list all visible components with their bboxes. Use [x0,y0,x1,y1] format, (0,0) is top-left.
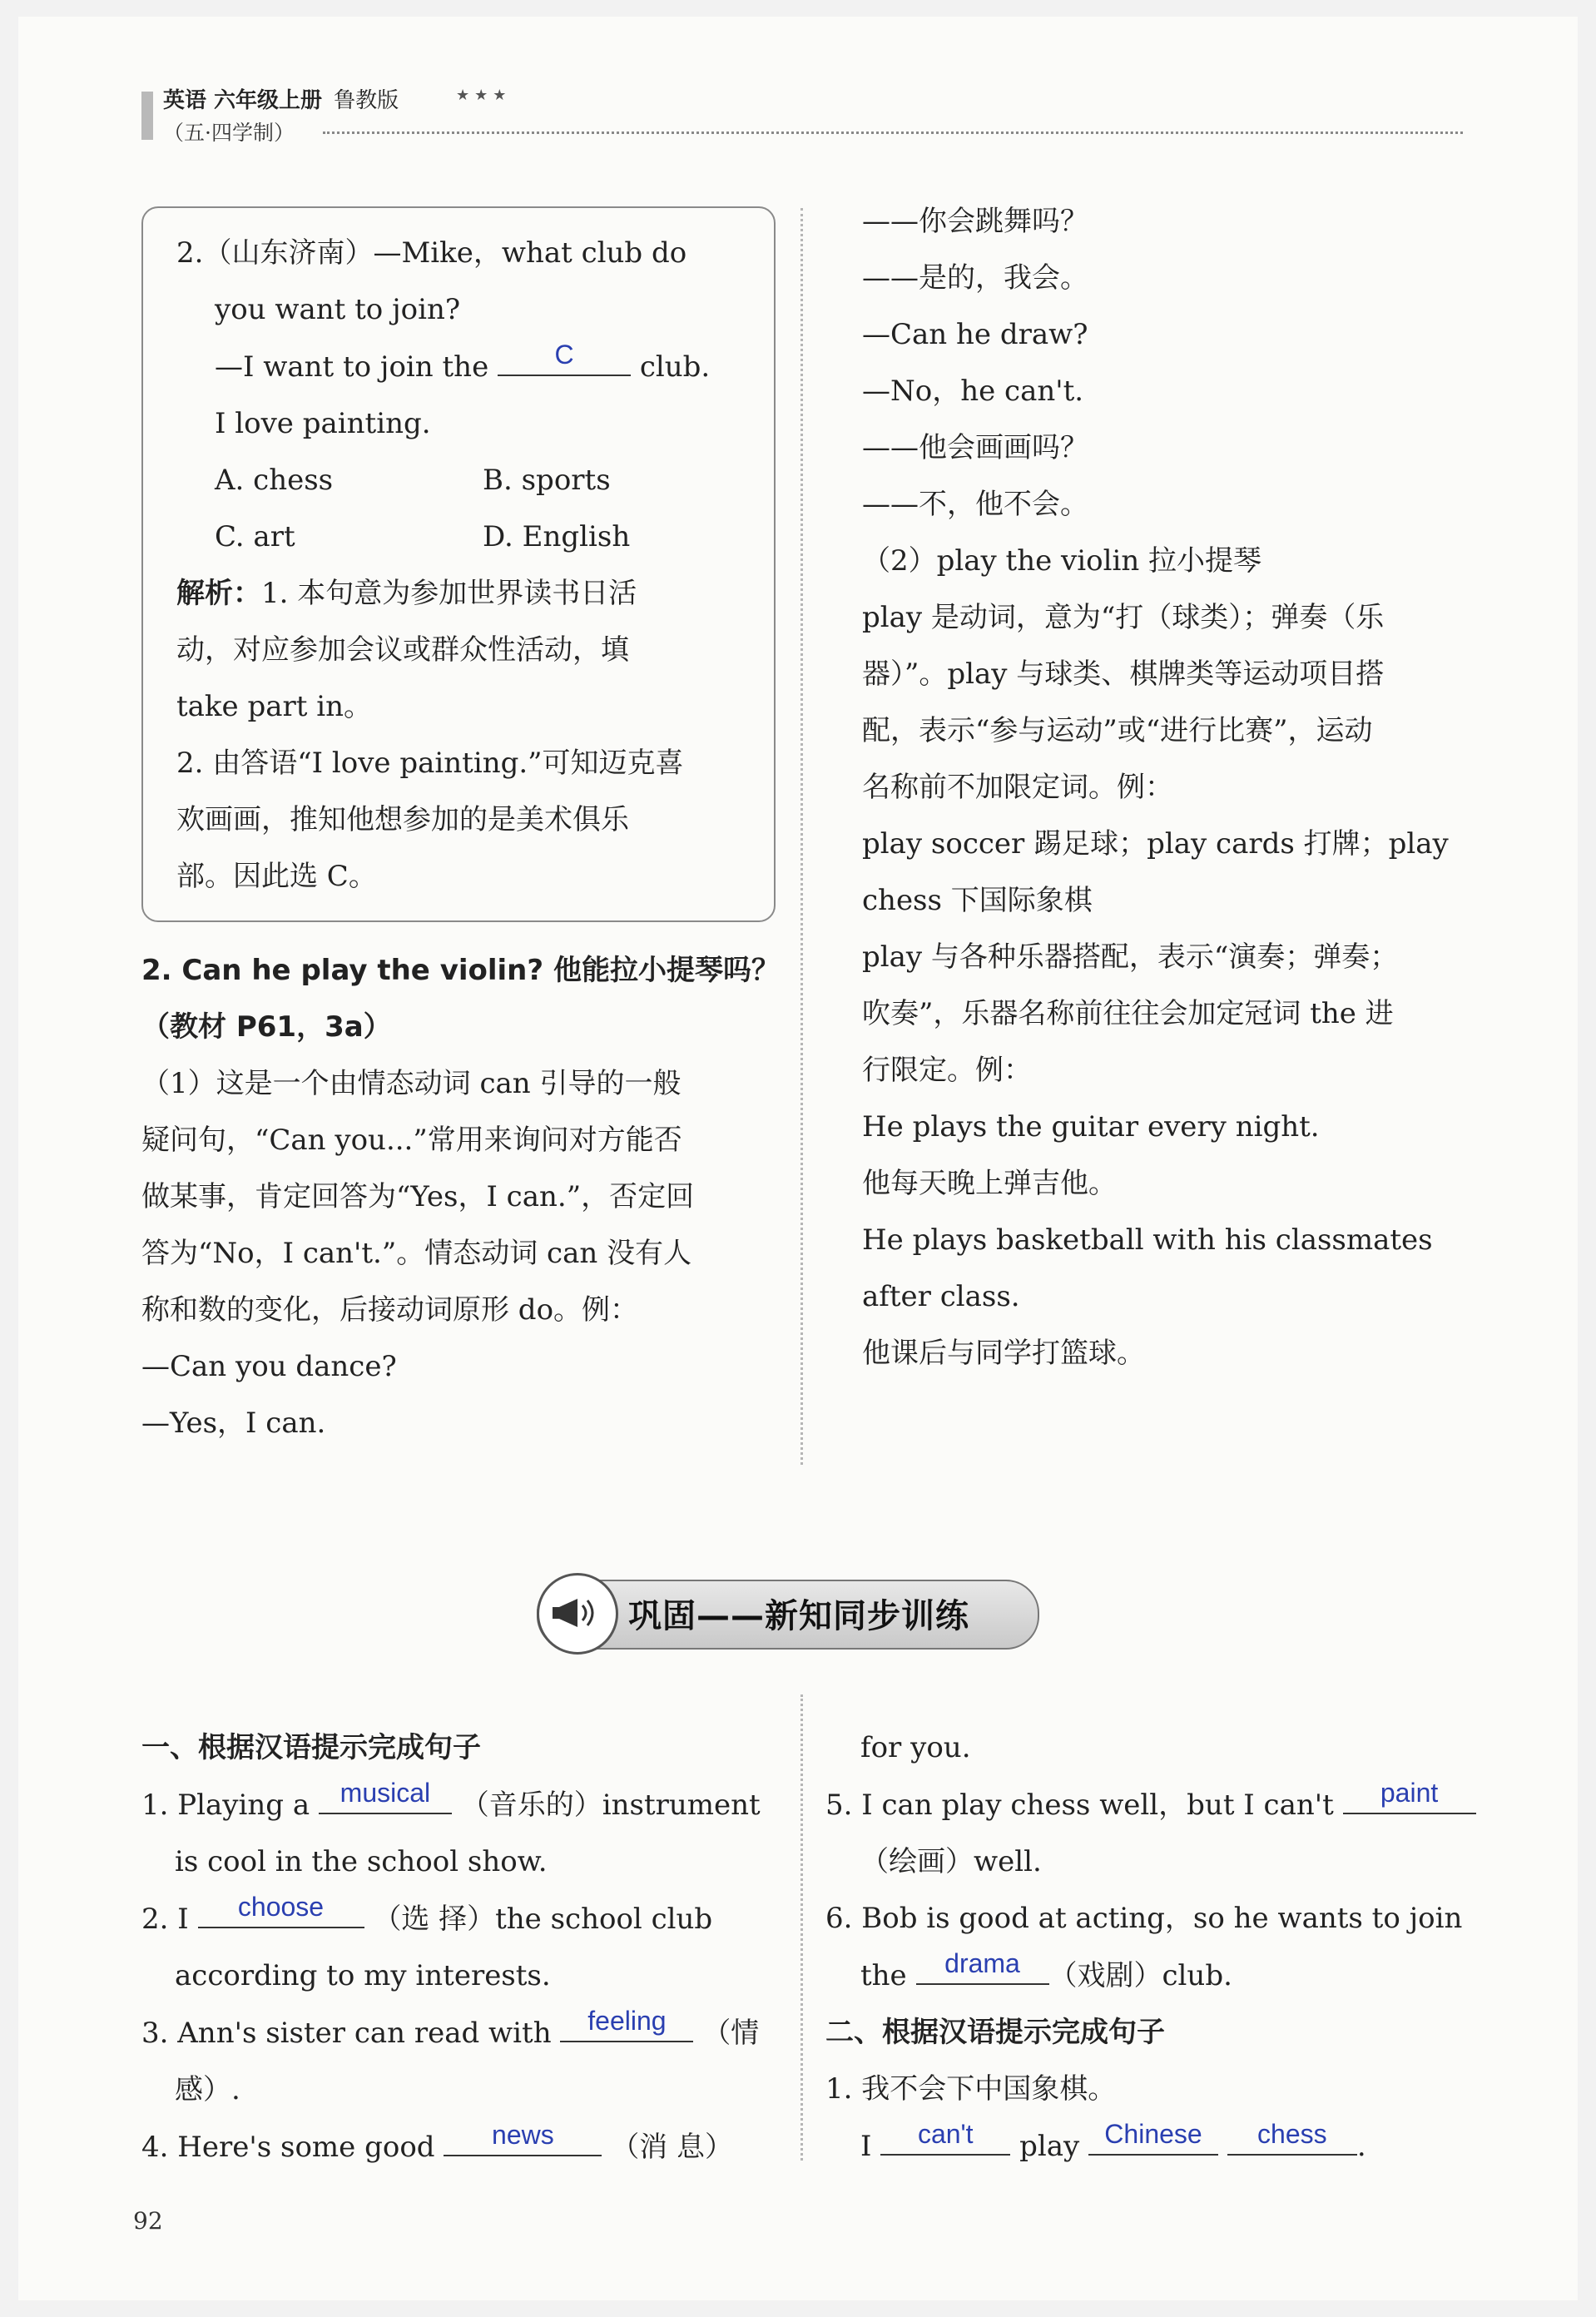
question-text: I love painting. [215,407,431,440]
paragraph-line: 疑问句，“Can you...”常用来询问对方能否 [141,1124,682,1157]
text: 5. I can play chess well，but I can't [825,1789,1334,1822]
note-line: ——是的，我会。 [862,261,1088,295]
note-line: ——他会画画吗？ [862,431,1088,464]
text: 2. I [141,1903,189,1936]
point-heading: 2. Can he play the violin? 他能拉小提琴吗？ [141,954,780,987]
options-row [176,509,751,565]
note-line: after class. [862,1280,1020,1313]
text: . [1356,2130,1366,2163]
paragraph-line: 答为“No，I can't.”。情态动词 can 没有人 [141,1237,692,1270]
subject-grade: 英语 六年级上册 [163,88,323,113]
answer-blank [444,2118,602,2156]
note-line: （2）play the violin 拉小提琴 [862,544,1262,578]
answer: musical [340,1778,431,1808]
answer-blank [1343,1776,1476,1814]
text: 3. Ann's sister can read with [141,2017,552,2050]
option-b: B. sports [483,464,611,497]
question-text: 2.（山东济南）—Mike，what club do [176,236,687,270]
exercise-item [141,2004,774,2061]
column-divider [800,1694,803,2161]
note-line: play soccer 踢足球；play cards 打牌；play [862,827,1449,861]
options-row [176,452,751,509]
exercise-item: （绘画）well. [860,1845,1042,1878]
text: 1. Playing a [141,1789,310,1822]
exercise-item [825,1776,1480,1833]
paragraph-line: 称和数的变化，后接动词原形 do。例： [141,1293,639,1327]
edition: 鲁教版 [334,88,399,113]
section-title: 一、根据汉语提示完成句子 [141,1731,481,1764]
option-c: C. art [215,520,295,553]
text: club. [639,350,711,384]
answer-blank [319,1776,452,1814]
analysis-text: 2. 由答语“I love painting.”可知迈克喜 [176,747,684,780]
question-text: you want to join? [215,293,461,326]
header-bar [141,92,153,140]
question-text [176,338,751,395]
answer-blank [498,338,631,376]
text: I [860,2130,872,2163]
note-line: 吹奏”，乐器名称前往往会加定冠词 the 进 [862,997,1394,1030]
section-title: 二、根据汉语提示完成句子 [825,2016,1165,2049]
note-line: ——你会跳舞吗？ [862,205,1088,238]
exercise-item [141,1890,774,1947]
text: （消 息） [611,2131,733,2164]
analysis-text: 部。因此选 C。 [176,860,377,893]
option-d: D. English [483,520,631,553]
analysis-text [176,565,751,622]
note-line: He plays basketball with his classmates [862,1223,1433,1257]
example-content [176,225,751,905]
text: —I want to join the [215,350,489,384]
example-line: —Yes，I can. [141,1407,326,1440]
note-line: 名称前不加限定词。例： [862,771,1173,804]
exercise-item: 感）. [175,2073,240,2106]
analysis-text: 动，对应参加会议或群众性活动，填 [176,633,629,667]
note-line: 他每天晚上弹吉他。 [862,1167,1117,1200]
exercise-item: according to my interests. [175,1959,551,1992]
note-line: —Can he draw? [862,318,1088,351]
note-line: —No，he can't. [862,375,1084,408]
megaphone-icon [537,1573,618,1655]
answer-blank [1088,2117,1218,2156]
grammar-point-2 [141,942,782,1451]
text: （音乐的）instrument [460,1789,761,1822]
analysis-label: 解析： [176,577,261,610]
answer: news [492,2120,554,2150]
answer: chess [1257,2119,1327,2149]
note-line: 他课后与同学打篮球。 [862,1337,1145,1370]
analysis-text: take part in。 [176,690,372,723]
page-number: 92 [133,2207,163,2235]
exercise-item: for you. [860,1731,971,1764]
text: play [1019,2130,1080,2163]
exercise-item [141,2118,774,2176]
column-divider [800,208,803,1465]
note-line: play 与各种乐器搭配，表示“演奏；弹奏； [862,940,1399,974]
book-title [163,83,399,114]
exercise-item [860,1947,1480,2004]
header-divider [323,131,1463,134]
answer: C [554,340,574,370]
exercise-item: is cool in the school show. [175,1845,548,1878]
answer: Chinese [1104,2119,1202,2149]
text: （选 择）the school club [373,1903,713,1936]
exercise-right [825,1719,1480,2175]
example-line: —Can you dance? [141,1350,397,1383]
note-line: chess 下国际象棋 [862,884,1093,917]
text: 4. Here's some good [141,2131,435,2164]
text: 1. 本句意为参加世界读书日活 [261,577,637,610]
answer: paint [1380,1778,1439,1808]
book-subtitle: （五·四学制） [163,121,295,145]
exercise-item: 6. Bob is good at acting，so he wants to join [825,1902,1463,1935]
exercise-item [141,1776,774,1833]
note-line: 行限定。例： [862,1054,1032,1087]
note-line: ——不，他不会。 [862,488,1088,521]
exercise-item: 1. 我不会下中国象棋。 [825,2072,1117,2106]
star-icon: ★★★ [456,87,512,104]
analysis-text: 欢画画，推知他想参加的是美术俱乐 [176,803,629,836]
answer-blank [880,2117,1010,2156]
section-banner [537,1573,1036,1651]
option-a: A. chess [215,464,334,497]
text: the [860,1959,907,1992]
exercise-item [860,2117,1480,2175]
answer-blank [916,1947,1049,1985]
paragraph-line: （1）这是一个由情态动词 can 引导的一般 [141,1067,682,1100]
answer: feeling [587,2006,667,2036]
answer: choose [237,1892,325,1922]
text: （情 [702,2017,760,2050]
answer-blank [198,1890,364,1928]
point-source: （教材 P61，3a） [141,1010,392,1044]
answer: can't [917,2119,974,2149]
note-line: 配，表示“参与运动”或“进行比赛”，运动 [862,714,1373,747]
answer-blank [560,2004,693,2042]
exercise-left [141,1719,774,2176]
answer: drama [944,1948,1020,1978]
paragraph-line: 做某事，肯定回答为“Yes，I can.”，否定回 [141,1180,695,1213]
note-line: 器）”。play 与球类、棋牌类等运动项目搭 [862,657,1385,691]
right-column-notes [862,193,1470,1382]
note-line: play 是动词，意为“打（球类）；弹奏（乐 [862,601,1385,634]
text: （戏剧）club. [1048,1959,1232,1992]
banner-title: 巩固——新知同步训练 [628,1597,969,1635]
note-line: He plays the guitar every night. [862,1110,1320,1144]
answer-blank [1227,2117,1357,2156]
